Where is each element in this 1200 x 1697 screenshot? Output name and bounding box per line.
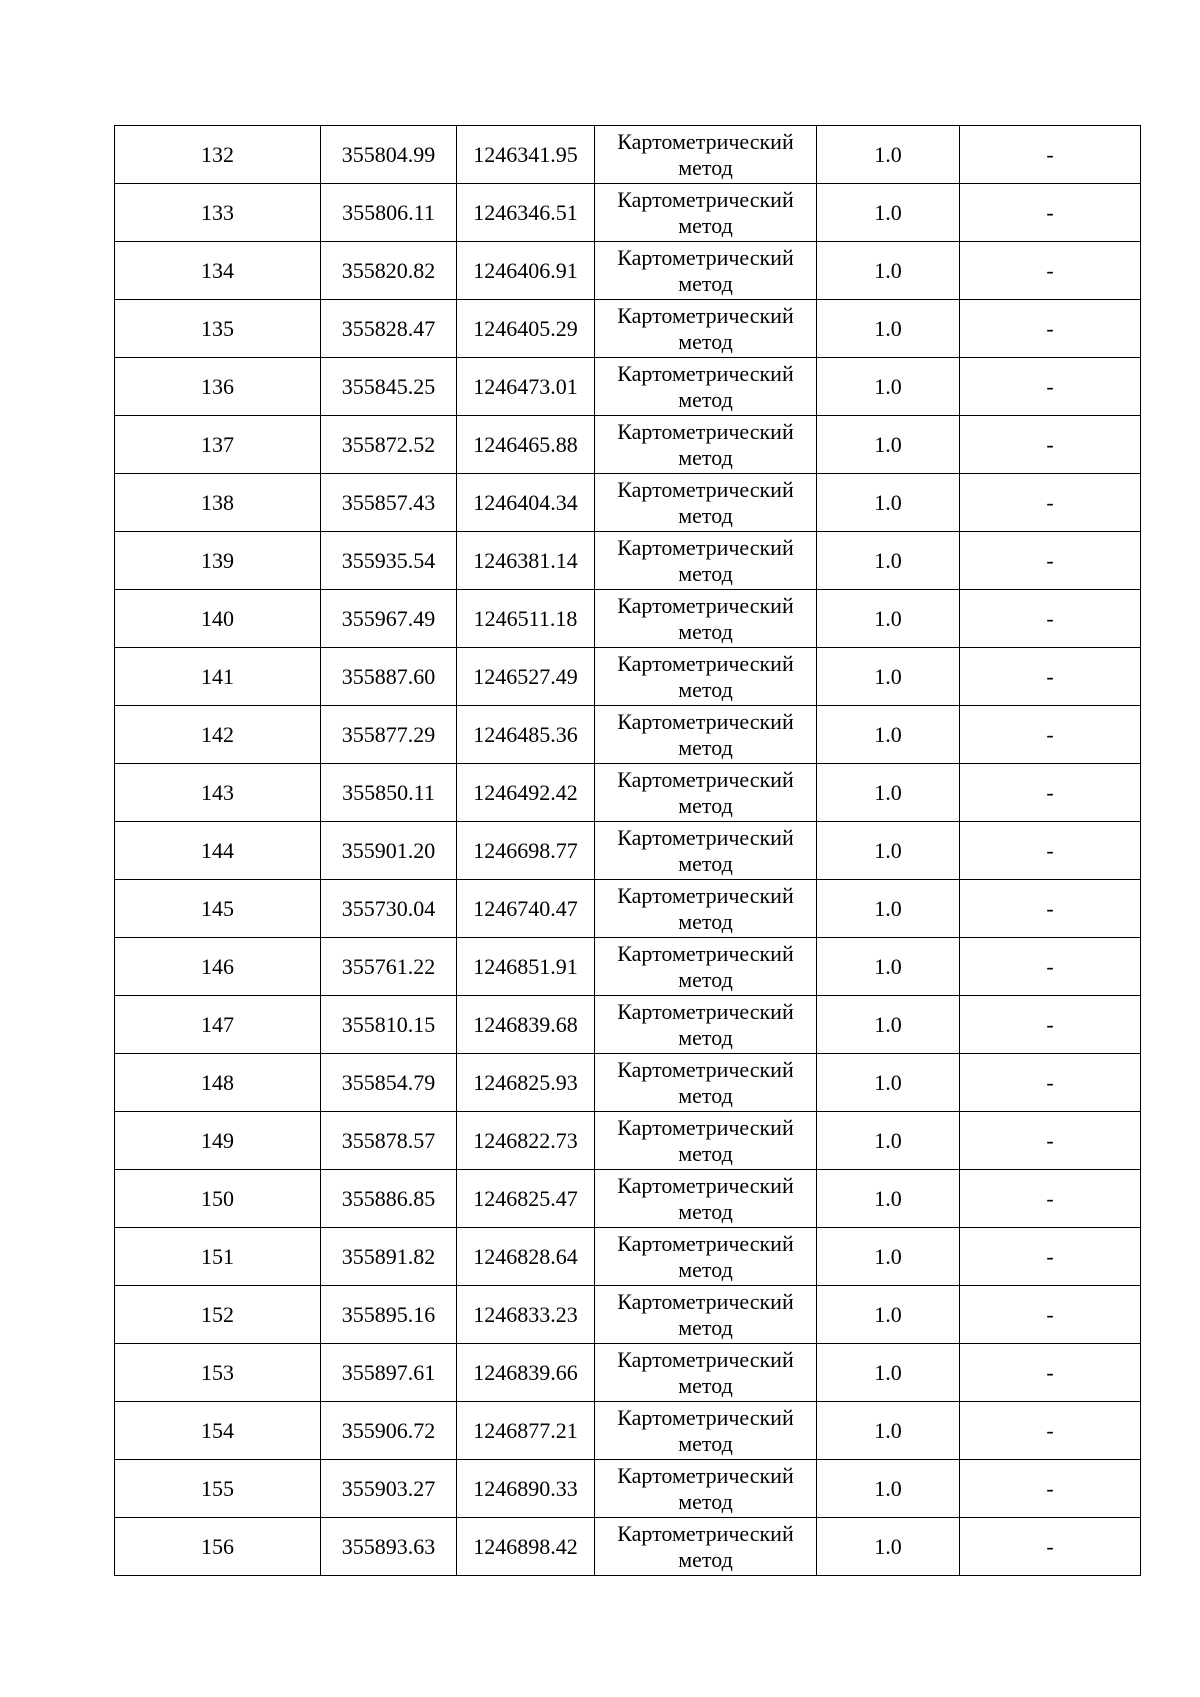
x-coordinate-cell: 355901.20 xyxy=(321,822,457,880)
coordinates-table-body xyxy=(115,126,1141,1576)
y-coordinate-cell: 1246485.36 xyxy=(457,706,595,764)
accuracy-cell: 1.0 xyxy=(817,416,960,474)
accuracy-cell: 1.0 xyxy=(817,184,960,242)
method-cell: Картометрический метод xyxy=(595,1170,817,1228)
table-row xyxy=(115,648,1141,706)
table-row xyxy=(115,474,1141,532)
point-number-cell: 151 xyxy=(115,1228,321,1286)
method-cell: Картометрический метод xyxy=(595,1054,817,1112)
table-row xyxy=(115,1112,1141,1170)
table-row xyxy=(115,1170,1141,1228)
table-row xyxy=(115,1344,1141,1402)
y-coordinate-cell: 1246473.01 xyxy=(457,358,595,416)
note-cell: - xyxy=(960,126,1141,184)
method-cell: Картометрический метод xyxy=(595,126,817,184)
y-coordinate-cell: 1246341.95 xyxy=(457,126,595,184)
x-coordinate-cell: 355820.82 xyxy=(321,242,457,300)
note-cell: - xyxy=(960,1460,1141,1518)
accuracy-cell: 1.0 xyxy=(817,648,960,706)
point-number-cell: 142 xyxy=(115,706,321,764)
method-cell: Картометрический метод xyxy=(595,242,817,300)
method-cell: Картометрический метод xyxy=(595,1344,817,1402)
x-coordinate-cell: 355903.27 xyxy=(321,1460,457,1518)
point-number-cell: 152 xyxy=(115,1286,321,1344)
method-cell: Картометрический метод xyxy=(595,1112,817,1170)
accuracy-cell: 1.0 xyxy=(817,822,960,880)
x-coordinate-cell: 355895.16 xyxy=(321,1286,457,1344)
y-coordinate-cell: 1246890.33 xyxy=(457,1460,595,1518)
point-number-cell: 147 xyxy=(115,996,321,1054)
y-coordinate-cell: 1246511.18 xyxy=(457,590,595,648)
table-row xyxy=(115,242,1141,300)
table-row xyxy=(115,300,1141,358)
method-cell: Картометрический метод xyxy=(595,706,817,764)
table-row xyxy=(115,706,1141,764)
point-number-cell: 137 xyxy=(115,416,321,474)
y-coordinate-cell: 1246833.23 xyxy=(457,1286,595,1344)
accuracy-cell: 1.0 xyxy=(817,880,960,938)
note-cell: - xyxy=(960,880,1141,938)
x-coordinate-cell: 355845.25 xyxy=(321,358,457,416)
x-coordinate-cell: 355891.82 xyxy=(321,1228,457,1286)
point-number-cell: 146 xyxy=(115,938,321,996)
note-cell: - xyxy=(960,1402,1141,1460)
accuracy-cell: 1.0 xyxy=(817,1518,960,1576)
y-coordinate-cell: 1246465.88 xyxy=(457,416,595,474)
x-coordinate-cell: 355761.22 xyxy=(321,938,457,996)
method-cell: Картометрический метод xyxy=(595,1402,817,1460)
method-cell: Картометрический метод xyxy=(595,1460,817,1518)
x-coordinate-cell: 355854.79 xyxy=(321,1054,457,1112)
accuracy-cell: 1.0 xyxy=(817,126,960,184)
point-number-cell: 149 xyxy=(115,1112,321,1170)
table-row xyxy=(115,590,1141,648)
x-coordinate-cell: 355877.29 xyxy=(321,706,457,764)
note-cell: - xyxy=(960,358,1141,416)
point-number-cell: 156 xyxy=(115,1518,321,1576)
table-row xyxy=(115,1460,1141,1518)
point-number-cell: 150 xyxy=(115,1170,321,1228)
point-number-cell: 148 xyxy=(115,1054,321,1112)
table-row xyxy=(115,1228,1141,1286)
point-number-cell: 140 xyxy=(115,590,321,648)
table-row xyxy=(115,184,1141,242)
y-coordinate-cell: 1246825.93 xyxy=(457,1054,595,1112)
x-coordinate-cell: 355893.63 xyxy=(321,1518,457,1576)
table-row xyxy=(115,938,1141,996)
note-cell: - xyxy=(960,300,1141,358)
method-cell: Картометрический метод xyxy=(595,996,817,1054)
accuracy-cell: 1.0 xyxy=(817,242,960,300)
method-cell: Картометрический метод xyxy=(595,300,817,358)
note-cell: - xyxy=(960,706,1141,764)
method-cell: Картометрический метод xyxy=(595,1286,817,1344)
x-coordinate-cell: 355806.11 xyxy=(321,184,457,242)
y-coordinate-cell: 1246698.77 xyxy=(457,822,595,880)
x-coordinate-cell: 355906.72 xyxy=(321,1402,457,1460)
accuracy-cell: 1.0 xyxy=(817,1112,960,1170)
note-cell: - xyxy=(960,648,1141,706)
method-cell: Картометрический метод xyxy=(595,590,817,648)
note-cell: - xyxy=(960,590,1141,648)
y-coordinate-cell: 1246527.49 xyxy=(457,648,595,706)
accuracy-cell: 1.0 xyxy=(817,938,960,996)
accuracy-cell: 1.0 xyxy=(817,532,960,590)
point-number-cell: 145 xyxy=(115,880,321,938)
x-coordinate-cell: 355828.47 xyxy=(321,300,457,358)
table-row xyxy=(115,880,1141,938)
point-number-cell: 155 xyxy=(115,1460,321,1518)
x-coordinate-cell: 355935.54 xyxy=(321,532,457,590)
table-row xyxy=(115,1518,1141,1576)
point-number-cell: 141 xyxy=(115,648,321,706)
note-cell: - xyxy=(960,1112,1141,1170)
method-cell: Картометрический метод xyxy=(595,880,817,938)
note-cell: - xyxy=(960,416,1141,474)
y-coordinate-cell: 1246839.66 xyxy=(457,1344,595,1402)
note-cell: - xyxy=(960,474,1141,532)
table-row xyxy=(115,764,1141,822)
point-number-cell: 135 xyxy=(115,300,321,358)
accuracy-cell: 1.0 xyxy=(817,1402,960,1460)
accuracy-cell: 1.0 xyxy=(817,1460,960,1518)
x-coordinate-cell: 355887.60 xyxy=(321,648,457,706)
accuracy-cell: 1.0 xyxy=(817,764,960,822)
point-number-cell: 144 xyxy=(115,822,321,880)
y-coordinate-cell: 1246851.91 xyxy=(457,938,595,996)
note-cell: - xyxy=(960,938,1141,996)
y-coordinate-cell: 1246346.51 xyxy=(457,184,595,242)
x-coordinate-cell: 355897.61 xyxy=(321,1344,457,1402)
y-coordinate-cell: 1246381.14 xyxy=(457,532,595,590)
table-row xyxy=(115,822,1141,880)
point-number-cell: 132 xyxy=(115,126,321,184)
note-cell: - xyxy=(960,184,1141,242)
method-cell: Картометрический метод xyxy=(595,648,817,706)
table-row xyxy=(115,532,1141,590)
accuracy-cell: 1.0 xyxy=(817,1170,960,1228)
note-cell: - xyxy=(960,1286,1141,1344)
y-coordinate-cell: 1246898.42 xyxy=(457,1518,595,1576)
y-coordinate-cell: 1246839.68 xyxy=(457,996,595,1054)
method-cell: Картометрический метод xyxy=(595,1518,817,1576)
point-number-cell: 136 xyxy=(115,358,321,416)
y-coordinate-cell: 1246404.34 xyxy=(457,474,595,532)
point-number-cell: 134 xyxy=(115,242,321,300)
method-cell: Картометрический метод xyxy=(595,1228,817,1286)
note-cell: - xyxy=(960,242,1141,300)
y-coordinate-cell: 1246828.64 xyxy=(457,1228,595,1286)
point-number-cell: 139 xyxy=(115,532,321,590)
table-row xyxy=(115,1402,1141,1460)
y-coordinate-cell: 1246406.91 xyxy=(457,242,595,300)
method-cell: Картометрический метод xyxy=(595,938,817,996)
note-cell: - xyxy=(960,1054,1141,1112)
point-number-cell: 133 xyxy=(115,184,321,242)
method-cell: Картометрический метод xyxy=(595,416,817,474)
note-cell: - xyxy=(960,996,1141,1054)
y-coordinate-cell: 1246405.29 xyxy=(457,300,595,358)
point-number-cell: 143 xyxy=(115,764,321,822)
point-number-cell: 138 xyxy=(115,474,321,532)
y-coordinate-cell: 1246822.73 xyxy=(457,1112,595,1170)
x-coordinate-cell: 355850.11 xyxy=(321,764,457,822)
method-cell: Картометрический метод xyxy=(595,358,817,416)
note-cell: - xyxy=(960,532,1141,590)
accuracy-cell: 1.0 xyxy=(817,996,960,1054)
method-cell: Картометрический метод xyxy=(595,764,817,822)
x-coordinate-cell: 355886.85 xyxy=(321,1170,457,1228)
x-coordinate-cell: 355967.49 xyxy=(321,590,457,648)
method-cell: Картометрический метод xyxy=(595,822,817,880)
x-coordinate-cell: 355804.99 xyxy=(321,126,457,184)
note-cell: - xyxy=(960,1228,1141,1286)
table-row xyxy=(115,1286,1141,1344)
table-row xyxy=(115,358,1141,416)
x-coordinate-cell: 355730.04 xyxy=(321,880,457,938)
accuracy-cell: 1.0 xyxy=(817,1228,960,1286)
table-row xyxy=(115,416,1141,474)
note-cell: - xyxy=(960,1170,1141,1228)
table-row xyxy=(115,996,1141,1054)
x-coordinate-cell: 355857.43 xyxy=(321,474,457,532)
y-coordinate-cell: 1246877.21 xyxy=(457,1402,595,1460)
accuracy-cell: 1.0 xyxy=(817,1286,960,1344)
coordinates-table xyxy=(114,125,1141,1576)
accuracy-cell: 1.0 xyxy=(817,706,960,764)
y-coordinate-cell: 1246825.47 xyxy=(457,1170,595,1228)
note-cell: - xyxy=(960,822,1141,880)
table-row xyxy=(115,126,1141,184)
accuracy-cell: 1.0 xyxy=(817,300,960,358)
note-cell: - xyxy=(960,1344,1141,1402)
note-cell: - xyxy=(960,1518,1141,1576)
accuracy-cell: 1.0 xyxy=(817,590,960,648)
accuracy-cell: 1.0 xyxy=(817,1344,960,1402)
method-cell: Картометрический метод xyxy=(595,532,817,590)
y-coordinate-cell: 1246492.42 xyxy=(457,764,595,822)
accuracy-cell: 1.0 xyxy=(817,474,960,532)
x-coordinate-cell: 355810.15 xyxy=(321,996,457,1054)
accuracy-cell: 1.0 xyxy=(817,358,960,416)
x-coordinate-cell: 355878.57 xyxy=(321,1112,457,1170)
point-number-cell: 153 xyxy=(115,1344,321,1402)
x-coordinate-cell: 355872.52 xyxy=(321,416,457,474)
method-cell: Картометрический метод xyxy=(595,474,817,532)
accuracy-cell: 1.0 xyxy=(817,1054,960,1112)
y-coordinate-cell: 1246740.47 xyxy=(457,880,595,938)
method-cell: Картометрический метод xyxy=(595,184,817,242)
point-number-cell: 154 xyxy=(115,1402,321,1460)
note-cell: - xyxy=(960,764,1141,822)
table-row xyxy=(115,1054,1141,1112)
